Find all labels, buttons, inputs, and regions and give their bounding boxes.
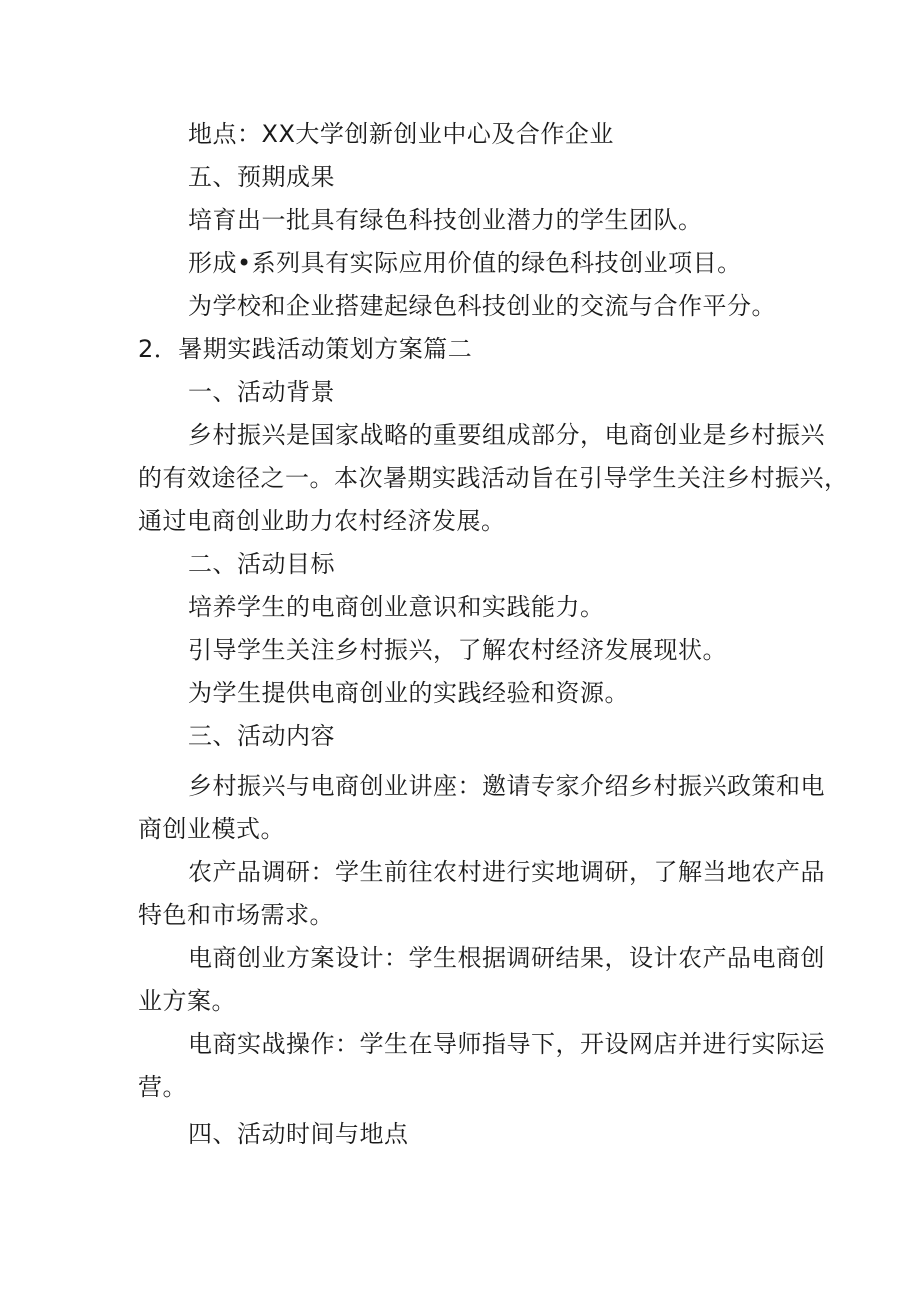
content-item-4-line-1: 电商实战操作：学生在导师指导下，开设网店并进行实际运 (188, 1030, 825, 1058)
content-item-3-line-1: 电商创业方案设计：学生根据调研结果，设计农产品电商创 (188, 944, 825, 972)
result-item-2: 形成•系列具有实际应用价值的绿色科技创业项目。 (188, 249, 742, 277)
section-heading-expected-results: 五、预期成果 (188, 163, 335, 191)
content-item-4-line-2: 营。 (138, 1073, 187, 1101)
section-heading-content: 三、活动内容 (188, 722, 335, 750)
content-item-3-line-2: 业方案。 (138, 987, 236, 1015)
content-item-2-line-2: 特色和市场需求。 (138, 901, 334, 929)
background-paragraph-line-1: 乡村振兴是国家战略的重要组成部分，电商创业是乡村振兴 (188, 421, 825, 449)
content-item-1-line-2: 商创业模式。 (138, 815, 285, 843)
plan-title-part-two: 2．暑期实践活动策划方案篇二 (138, 335, 473, 363)
goal-item-3: 为学生提供电商创业的实践经验和资源。 (188, 679, 629, 707)
content-item-1-line-1: 乡村振兴与电商创业讲座：邀请专家介绍乡村振兴政策和电 (188, 772, 825, 800)
location-line: 地点：XX大学创新创业中心及合作企业 (188, 120, 614, 148)
result-item-3: 为学校和企业搭建起绿色科技创业的交流与合作平分。 (188, 292, 776, 320)
content-item-2-line-1: 农产品调研：学生前往农村进行实地调研，了解当地农产品 (188, 858, 825, 886)
section-heading-time-location: 四、活动时间与地点 (188, 1120, 409, 1148)
section-heading-background: 一、活动背景 (188, 378, 335, 406)
goal-item-1: 培养学生的电商创业意识和实践能力。 (188, 593, 605, 621)
goal-item-2: 引导学生关注乡村振兴，了解农村经济发展现状。 (188, 636, 727, 664)
result-item-1: 培育出一批具有绿色科技创业潜力的学生团队。 (188, 206, 703, 234)
section-heading-goals: 二、活动目标 (188, 550, 335, 578)
background-paragraph-line-3: 通过电商创业助力农村经济发展。 (138, 507, 506, 535)
background-paragraph-line-2: 的有效途径之一。本次暑期实践活动旨在引导学生关注乡村振兴， (138, 464, 849, 492)
